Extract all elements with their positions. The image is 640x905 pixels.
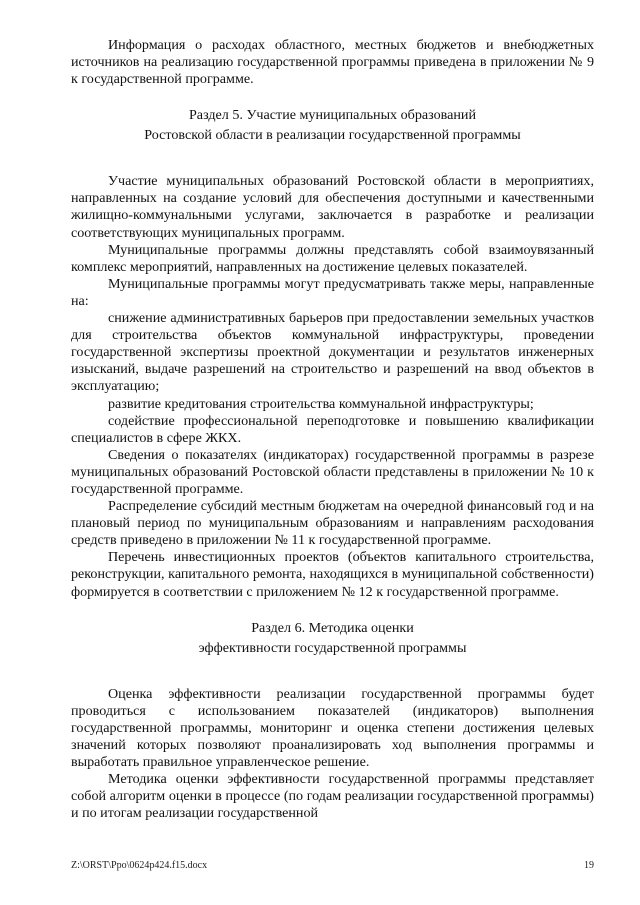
footer-file-path: Z:\ORST\Ppo\0624p424.f15.docx [71, 860, 208, 871]
spacer [71, 601, 594, 618]
section-5-list-item: содействие профессиональной переподготовке и повышению квалификации специалистов в сфере ЖКХ. [71, 412, 594, 446]
spacer [71, 88, 594, 105]
section-5-heading [71, 105, 594, 145]
intro-paragraph: Информация о расходах областного, местных бюджетов и внебюджетных источников на реализацию государственной программы приведена в приложении № 9 к государственной программе. [71, 37, 594, 88]
section-5-heading-line-1: Раздел 5. Участие муниципальных образований [188, 107, 477, 124]
section-5-paragraph: Муниципальные программы должны представлять собой взаимоувязанный комплекс мероприятий, направленных на достижение целевых показателей. [71, 241, 594, 275]
section-5-list-item: снижение административных барьеров при предоставлении земельных участков для строительства объектов коммунальной инфраструктуры, проведении государственной экспертизы проектной документации и результатов инженерных изысканий, выдаче разрешений на строительство и разрешений на ввод объектов в эксплуатацию; [71, 310, 594, 395]
section-5-paragraph: Распределение субсидий местным бюджетам на очередной финансовый год и на плановый период по муниципальным образованиям и направлениям расходования средств приведено в приложении № 11 к государственной программе. [71, 498, 594, 549]
spacer [71, 145, 594, 173]
section-5-list-item: развитие кредитования строительства коммунальной инфраструктуры; [108, 395, 534, 412]
section-6-paragraph: Методика оценки эффективности государственной программы представляет собой алгоритм оценки в процессе (по годам реализации государственной программы) и по итогам реализации государственной [71, 771, 594, 822]
section-5-heading-line-2: Ростовской области в реализации государственной программы [144, 127, 521, 144]
section-5-paragraph: Участие муниципальных образований Ростовской области в мероприятиях, направленных на создание условий для обеспечения доступными и качественными жилищно-коммунальными услугами, заключается в разработке и реализации соответствующих муниципальных программ. [71, 173, 594, 241]
section-6-heading-line-1: Раздел 6. Методика оценки [251, 619, 414, 636]
spacer [71, 658, 594, 686]
page-number: 19 [584, 860, 594, 871]
page-body [71, 37, 594, 822]
section-5-paragraph: Сведения о показателях (индикаторах) государственной программы в разрезе муниципальных образований Ростовской области представлены в приложении № 10 к государственной программе. [71, 446, 594, 497]
section-6-heading [71, 618, 594, 658]
section-6-heading-line-2: эффективности государственной программы [198, 639, 467, 656]
section-6-paragraph: Оценка эффективности реализации государственной программы будет проводиться с использованием показателей (индикаторов) выполнения государственной программы, мониторинг и оценка степени достижения целевых значений которых позволяют проанализировать ход выполнения программы и выработать правильное управленческое решение. [71, 685, 594, 770]
section-5-paragraph: Муниципальные программы могут предусматривать также меры, направленные на: [71, 275, 594, 309]
section-5-paragraph: Перечень инвестиционных проектов (объектов капитального строительства, реконструкции, капитального ремонта, находящихся в муниципальной собственности) формируется в соответствии с приложением № 12 к государственной программе. [71, 549, 594, 600]
